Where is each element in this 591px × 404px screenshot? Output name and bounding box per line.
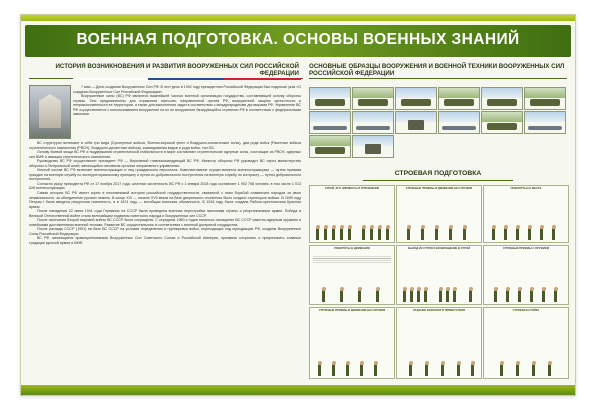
soldier-figure (469, 290, 472, 302)
equipment-photo-aircraft (309, 111, 351, 134)
soldier-figure (471, 364, 474, 376)
drill-panel-title: СТРОЕВЫЕ ПРИЕМЫ И ДВИЖЕНИЕ БЕЗ ОРУЖИЯ (405, 187, 473, 190)
body-paragraph: После нападения 22 июня 1941 года Германии на СССР была проведена военная перестройка экономики страны и реорганизована армия. Победа в Великой Отечественной войне стала величайшим подвигом советского народа и Вооруженных сил СССР. (29, 209, 301, 218)
soldier-figure (417, 290, 420, 302)
soldier-figure (424, 290, 427, 302)
drill-panel-title: СТРОЙ, ЕГО ЭЛЕМЕНТЫ И УПРАВЛЕНИЕ (324, 187, 380, 190)
poster-title: ВОЕННАЯ ПОДГОТОВКА. ОСНОВЫ ВОЕННЫХ ЗНАНИЙ (76, 31, 520, 48)
soldier-figure (340, 290, 343, 302)
history-heading: ИСТОРИЯ ВОЗНИКНОВЕНИЯ И РАЗВИТИЯ ВООРУЖЕННЫХ СИЛ РОССИЙСКОЙ ФЕДЕРАЦИИ (29, 63, 303, 79)
equipment-column (309, 63, 567, 381)
soldier-figure (358, 290, 361, 302)
soldier-figure (516, 228, 519, 240)
drill-panel (483, 185, 569, 243)
soldier-figure (332, 364, 335, 376)
body-paragraph: Руководство ВС РФ осуществляет президент РФ — Верховный главнокомандующий ВС РФ. Министр обороны РФ руководит ВС через министерство обороны и Генеральный штаб, являющийся основным органом оперативного управления. (29, 159, 301, 168)
body-paragraph: После распада СССР (1991) на базе ВС СССР на условии определения и группировок войск, переходящих под юрисдикцию РФ, созданы Вооруженные Силы Российской Федерации. (29, 227, 301, 236)
equipment-photo-mlrs (524, 87, 566, 110)
drill-panel-title: СТРОЕВЫЕ ПРИЕМЫ С ОРУЖИЕМ (503, 247, 549, 250)
equipment-photo-ship (524, 111, 566, 134)
drill-illustration (312, 287, 392, 302)
soldier-figure (360, 364, 363, 376)
poster (20, 14, 576, 396)
equipment-photo-tank (309, 87, 351, 110)
body-paragraph: Самая история ВС РФ имеет корни в многовековой истории российской государственности, связанной с этим борьбой славянских народов за свою независимость, за объединение русских земель. В конце XVI — начале XVII веков на базе дворянского ополчения было создано стрелецкое войско. В 1699 году Петром I была введена рекрутская повинность, а в 1874 году — всеобщая воинская обязанность. В 1918 году была создана Рабоче-крестьянская Красная армия. (29, 191, 301, 209)
soldier-figure (374, 364, 377, 376)
drill-panel (396, 185, 482, 243)
soldier-figure (449, 228, 452, 240)
soldier-figure (370, 228, 373, 240)
soldier-figure (318, 364, 321, 376)
equipment-photo-launcher (352, 87, 394, 110)
soldier-figure (435, 228, 438, 240)
soldier-figure (410, 290, 413, 302)
drill-panel-title: ПОВОРОТЫ НА МЕСТЕ (510, 187, 542, 190)
soldier-figure (530, 290, 533, 302)
drill-panel-title: СТРОЕВЫЕ ПРИЕМЫ И ДВИЖЕНИЕ БЕЗ ОРУЖИЯ (318, 309, 386, 312)
drill-panel-title: СТРОЕВАЯ СТОЙКА (512, 309, 540, 312)
soldier-figure (376, 290, 379, 302)
drill-illustration (399, 361, 479, 376)
equipment-photo-sam (481, 111, 523, 134)
equipment-photo-helicopter (438, 111, 480, 134)
drill-illustration (399, 225, 479, 240)
history-column (29, 63, 303, 381)
title-banner (25, 25, 571, 57)
soldier-figure (407, 228, 410, 240)
drill-panel (483, 307, 569, 379)
drill-panel-title: ОТДАНИЕ ВОИНСКОГО ПРИВЕТСТВИЯ (412, 309, 466, 312)
drill-divider (363, 180, 513, 181)
drill-panel (309, 185, 395, 243)
equipment-photo-ifv (481, 87, 523, 110)
drill-heading: СТРОЕВАЯ ПОДГОТОВКА (394, 170, 482, 177)
intro-paragraph: 7 мая — День создания Вооруженных Сил РФ. В этот день в 1992 году президентом Российской Федерации был подписан указ «О создании Вооруженных Сил Российской Федерации». (73, 85, 301, 94)
equipment-photos (309, 87, 567, 159)
soldier-figure (409, 364, 412, 376)
soldier-figure (453, 290, 456, 302)
history-intro (73, 85, 301, 117)
intro-paragraph: Вооруженные силы (ВС) РФ являются важнейшей частью военной организации государства, составляющей основу обороны страны. Они предназначены для отражения агрессии, направленной против РФ, вооруженной защиты целостности и неприкосновенности ее территории, а также для выполнения задач в соответствии с международными договорами РФ. Управление ВС РФ осуществляется с использованием вооружения на их их вооружении базирующейся стратегии РФ в соответствии с федеральными законами. (73, 94, 301, 117)
drill-panel (309, 307, 395, 379)
soldier-figure (492, 228, 495, 240)
soldier-figure (504, 228, 507, 240)
drill-notes (313, 256, 391, 264)
equipment-photo-howitzer (438, 87, 480, 110)
soldier-figure (441, 364, 444, 376)
drill-illustration (312, 225, 392, 240)
soldier-figure (494, 290, 497, 302)
kremlin-photo (29, 85, 71, 139)
drill-panel (309, 245, 395, 305)
equipment-photo-apc (395, 87, 437, 110)
soldier-figure (552, 228, 555, 240)
drill-panel-title: ПОВОРОТЫ В ДВИЖЕНИИ (334, 247, 370, 250)
drill-illustration (312, 361, 392, 376)
drill-illustration (486, 361, 566, 376)
body-paragraph: Согласно указу президента РФ от 17 ноября 2017 года, штатная численность ВС РФ с 1 января 2018 года составляет 1 902 758 человек, в том числе 1 013 628 военнослужащих. (29, 181, 301, 191)
soldier-figure (518, 290, 521, 302)
drill-illustration (399, 287, 479, 302)
equipment-photo-missile (395, 111, 437, 134)
flag-stripe (73, 78, 301, 80)
soldier-figure (446, 290, 449, 302)
soldier-figure (532, 364, 535, 376)
soldier-figure (332, 228, 335, 240)
soldier-figure (348, 228, 351, 240)
soldier-figure (463, 228, 466, 240)
drill-illustration (486, 225, 566, 240)
body-paragraph: После окончания Второй мировой войны ВС СССР были сокращены. С середины 1960-х годов началось оснащение ВС СССР ракетно-ядерным оружием и новейшими достижениями военной техники. Развитие ВС осуществлялось в соответствии с военной доктриной государства. (29, 218, 301, 227)
drill-panel (396, 307, 482, 379)
soldier-figure (346, 364, 349, 376)
soldier-figure (340, 228, 343, 240)
soldier-figure (403, 290, 406, 302)
drill-illustration (486, 287, 566, 302)
drill-panel (483, 245, 569, 305)
body-paragraph: Личный состав ВС РФ включает военнослужащих и лиц гражданского персонала. Комплектование осуществляется военнослужащими — путем призыва граждан на военную службу по экстерриториальному принципу и путем их добровольного поступления на военную службу по контракту — путем добровольного поступления. (29, 168, 301, 182)
soldier-figure (516, 364, 519, 376)
body-paragraph: Основу боевой мощи ВС РФ и поддержания стратегической стабильности в мире составляют стратегические ядерные силы, состоящие из РВСН, ядерных сил ВМФ и авиации стратегического назначения. (29, 150, 301, 159)
soldier-figure (548, 364, 551, 376)
soldier-figure (439, 290, 442, 302)
soldier-figure (457, 364, 460, 376)
soldier-figure (554, 290, 557, 302)
soldier-figure (540, 228, 543, 240)
soldier-figure (322, 290, 325, 302)
equipment-photo-truck (309, 135, 351, 158)
equipment-photo-fighter (352, 111, 394, 134)
history-body (29, 141, 301, 246)
drill-panel (396, 245, 482, 305)
soldier-figure (425, 364, 428, 376)
soldier-figure (542, 290, 545, 302)
soldier-figure (378, 228, 381, 240)
soldier-figure (506, 290, 509, 302)
soldier-figure (386, 228, 389, 240)
body-paragraph: ВС РФ, являющиеся правопреемниками Вооруженных Сил Советского Союза и Российской Империи, призваны сохранить и приумножить славные традиции русской армии и ВМФ. (29, 236, 301, 246)
soldier-figure (324, 228, 327, 240)
equipment-heading: ОСНОВНЫЕ ОБРАЗЦЫ ВООРУЖЕНИЯ И ВОЕННОЙ ТЕХНИКИ ВООРУЖЕННЫХ СИЛ РОССИЙСКОЙ ФЕДЕРАЦИИ (309, 63, 567, 79)
soldier-figure (316, 228, 319, 240)
soldier-figure (362, 228, 365, 240)
equipment-photo-radar (352, 135, 394, 158)
soldier-figure (421, 228, 424, 240)
body-paragraph: ВС структурно включают в себя три вида (Сухопутные войска, Военно-морской флот и Воздушно-космические силы), два рода войск (Ракетные войска стратегического назначения (РВСН), Воздушно-десантные войска), командования видов и рода войск, тыл ВС. (29, 141, 301, 150)
soldier-figure (528, 228, 531, 240)
soldier-figure (500, 364, 503, 376)
drill-panel-title: ВЫХОД ИЗ СТРОЯ И ВОЗВРАЩЕНИЕ В СТРОЙ (407, 247, 471, 250)
